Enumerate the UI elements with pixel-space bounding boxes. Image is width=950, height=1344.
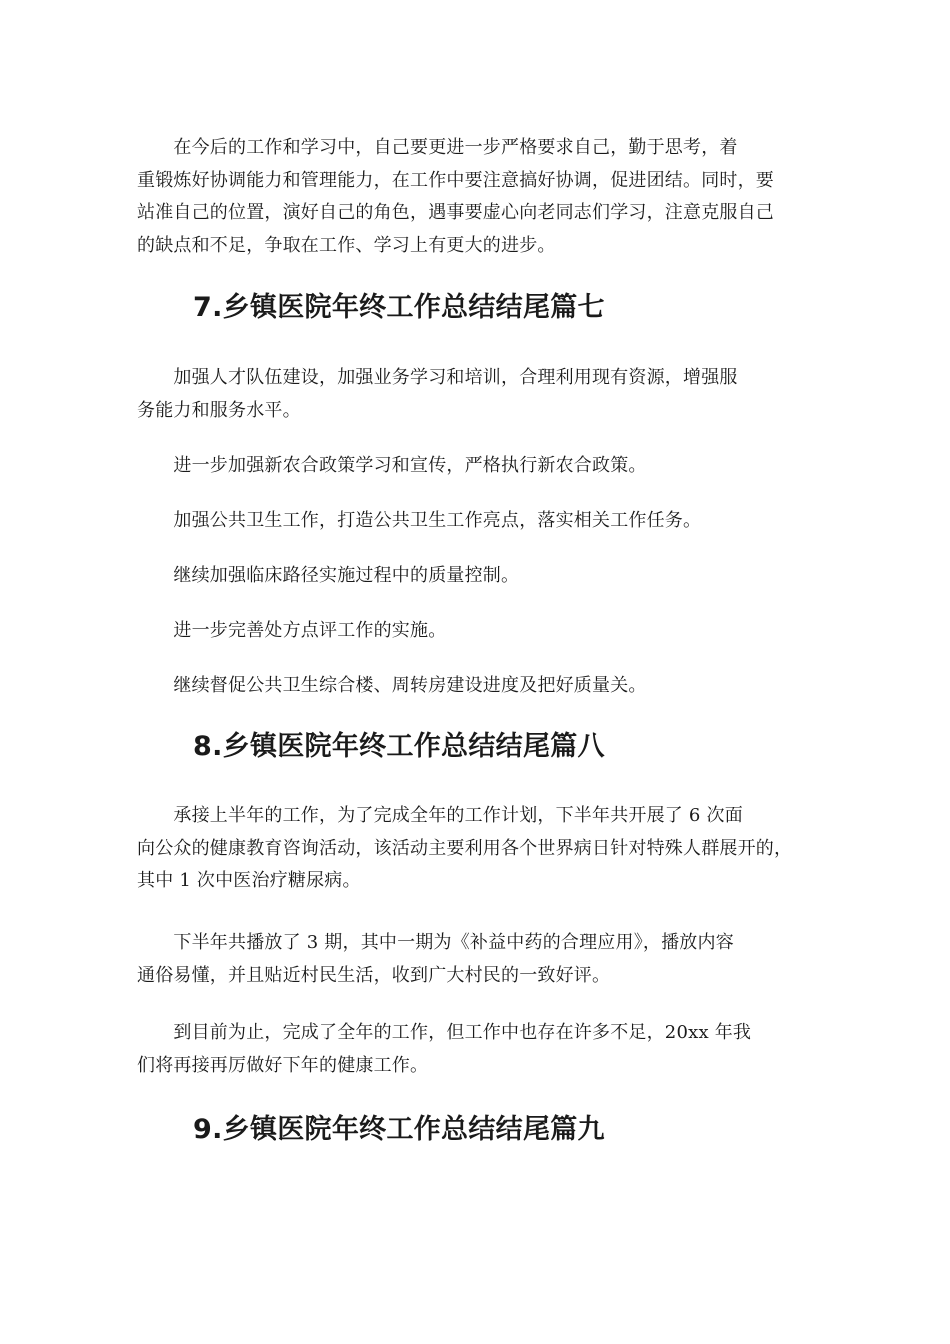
section-heading-9: 9.乡镇医院年终工作总结结尾篇九 <box>193 1114 605 1145</box>
text-line: 进一步完善处方点评工作的实施。 <box>137 620 447 641</box>
paragraph <box>137 927 807 992</box>
paragraph <box>137 505 807 538</box>
section-heading-7: 7.乡镇医院年终工作总结结尾篇七 <box>193 292 605 323</box>
text-line: 站准自己的位置，演好自己的角色，遇事要虚心向老同志们学习，注意克服自己 <box>137 202 774 223</box>
paragraph <box>137 1017 807 1082</box>
text-line: 承接上半年的工作，为了完成全年的工作计划，下半年共开展了 6 次面 <box>137 805 743 826</box>
text-line: 进一步加强新农合政策学习和宣传，严格执行新农合政策。 <box>137 455 647 476</box>
text-line: 其中 1 次中医治疗糖尿病。 <box>137 870 361 891</box>
text-line: 重锻炼好协调能力和管理能力，在工作中要注意搞好协调，促进团结。同时，要 <box>137 169 774 191</box>
text-line: 加强公共卫生工作，打造公共卫生工作亮点，落实相关工作任务。 <box>137 510 702 531</box>
text-line: 加强人才队伍建设，加强业务学习和培训，合理利用现有资源，增强服 <box>137 367 738 388</box>
text-line: 通俗易懂，并且贴近村民生活，收到广大村民的一致好评。 <box>137 964 611 986</box>
paragraph <box>137 800 807 898</box>
paragraph <box>137 450 807 483</box>
paragraph <box>137 560 807 593</box>
section-heading-8: 8.乡镇医院年终工作总结结尾篇八 <box>193 731 605 762</box>
text-line: 务能力和服务水平。 <box>137 399 301 421</box>
text-line: 继续加强临床路径实施过程中的质量控制。 <box>137 565 520 586</box>
paragraph <box>137 670 807 703</box>
text-line: 继续督促公共卫生综合楼、周转房建设进度及把好质量关。 <box>137 675 647 696</box>
paragraph <box>137 615 807 648</box>
text-line: 下半年共播放了 3 期，其中一期为《补益中药的合理应用》，播放内容 <box>137 932 734 953</box>
text-line: 到目前为止，完成了全年的工作，但工作中也存在许多不足，20xx 年我 <box>137 1022 752 1043</box>
paragraph <box>137 362 807 427</box>
paragraph-conclusion <box>137 132 807 262</box>
text-line: 的缺点和不足，争取在工作、学习上有更大的进步。 <box>137 234 556 256</box>
text-line: 在今后的工作和学习中，自己要更进一步严格要求自己，勤于思考，着 <box>137 137 738 158</box>
text-line: 们将再接再厉做好下年的健康工作。 <box>137 1054 429 1076</box>
text-line: 向公众的健康教育咨询活动，该活动主要利用各个世界病日针对特殊人群展开的， <box>137 837 793 859</box>
